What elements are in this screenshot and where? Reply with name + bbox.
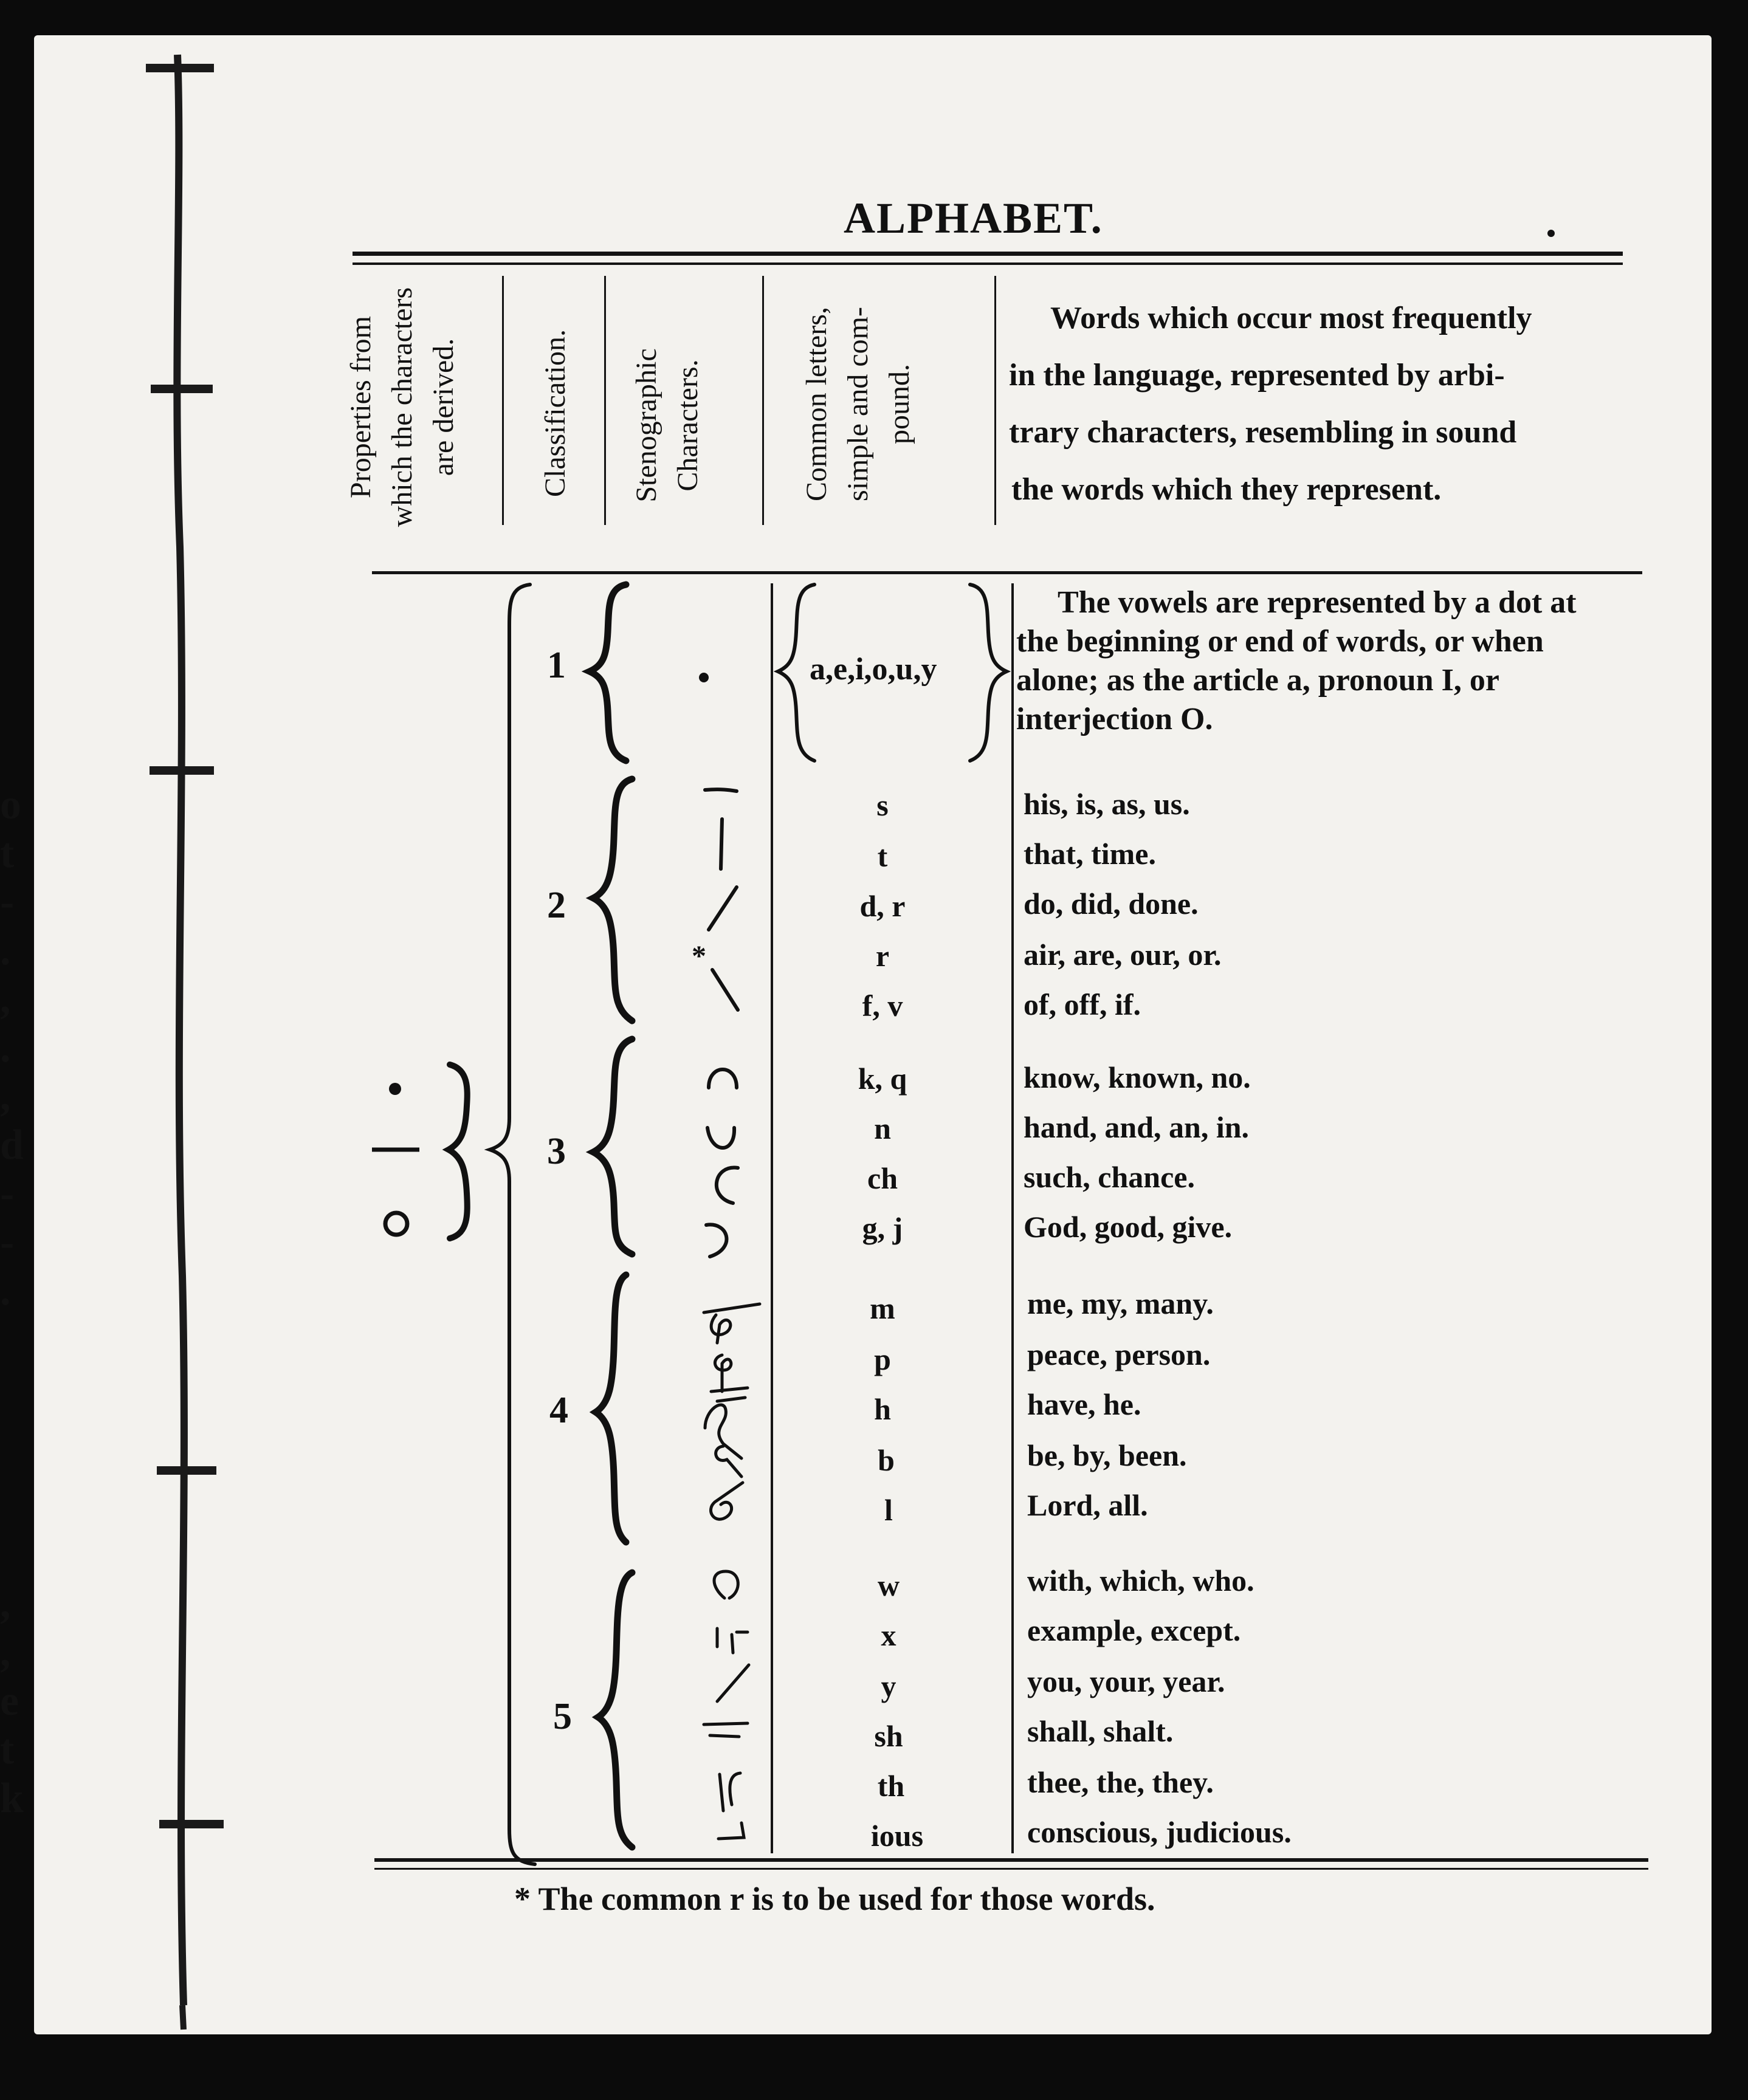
letter-cell: ch xyxy=(867,1161,898,1195)
bottom-rule-thin xyxy=(374,1868,1648,1870)
header-classification: Classification. xyxy=(539,329,571,497)
words-cell: hand, and, an, in. xyxy=(1024,1110,1250,1144)
page-title: ALPHABET. xyxy=(844,194,1103,242)
words-cell: with, which, who. xyxy=(1027,1563,1254,1597)
letter-cell: d, r xyxy=(859,889,906,923)
letter-cell: w xyxy=(877,1568,900,1602)
header-words-line: trary characters, resembling in sound xyxy=(1009,415,1517,450)
letter-cell: ious xyxy=(870,1819,924,1853)
margin-fragment: , xyxy=(0,1073,11,1120)
words-cell: shall, shalt. xyxy=(1027,1714,1174,1748)
header-words-line: Words which occur most frequently xyxy=(1050,301,1532,335)
group-number: 2 xyxy=(547,885,566,926)
margin-fragment: - xyxy=(0,1170,15,1217)
letter-cell: g, j xyxy=(862,1211,903,1245)
margin-fragment: , xyxy=(0,1629,11,1676)
vowel-letters: a,e,i,o,u,y xyxy=(810,652,937,687)
letter-cell: sh xyxy=(874,1719,903,1753)
letter-cell: l xyxy=(884,1493,893,1527)
steno-asterisk: * xyxy=(692,940,706,972)
margin-fragment: - xyxy=(0,879,15,925)
group-number: 4 xyxy=(549,1390,568,1431)
words-cell: example, except. xyxy=(1027,1613,1241,1647)
margin-fragment: , xyxy=(0,976,11,1023)
letter-cell: r xyxy=(875,939,890,973)
words-cell: God, good, give. xyxy=(1024,1210,1233,1244)
letter-cell: m xyxy=(870,1291,895,1325)
words-cell: you, your, year. xyxy=(1027,1664,1225,1698)
letter-cell: x xyxy=(881,1618,896,1652)
letter-cell: th xyxy=(877,1769,905,1803)
vowel-desc-line: The vowels are represented by a dot at xyxy=(1058,585,1577,620)
footnote: * The common r is to be used for those words. xyxy=(514,1881,1155,1917)
margin-fragment: e xyxy=(0,1678,19,1724)
words-cell: me, my, many. xyxy=(1027,1286,1214,1320)
margin-fragment: k xyxy=(0,1775,24,1822)
margin-fragment: - xyxy=(0,1219,15,1266)
margin-fragment: t xyxy=(0,830,15,877)
vowel-desc-line: alone; as the article a, pronoun I, or xyxy=(1016,663,1499,698)
words-cell: do, did, done. xyxy=(1024,887,1199,921)
bottom-rule xyxy=(374,1858,1648,1862)
letter-cell: p xyxy=(874,1342,891,1376)
letter-cell: k, q xyxy=(858,1062,907,1096)
words-cell: thee, the, they. xyxy=(1027,1765,1214,1799)
group-number: 5 xyxy=(553,1696,572,1737)
words-cell: of, off, if. xyxy=(1024,987,1141,1021)
margin-fragment: d xyxy=(0,1122,24,1168)
margin-fragment: , xyxy=(0,1580,11,1627)
words-cell: air, are, our, or. xyxy=(1024,938,1222,972)
margin-fragment: t xyxy=(0,1726,15,1773)
words-cell: have, he. xyxy=(1027,1387,1141,1421)
header-properties: Properties from which the characters are derived. xyxy=(345,287,459,527)
letter-cell: f, v xyxy=(862,989,903,1023)
letter-cell: n xyxy=(874,1111,891,1145)
letter-cell: t xyxy=(877,839,888,873)
margin-fragment: o xyxy=(0,781,21,828)
words-cell: know, known, no. xyxy=(1024,1060,1251,1094)
group-number: 3 xyxy=(547,1131,566,1172)
words-cell: Lord, all. xyxy=(1027,1488,1148,1522)
words-cell: such, chance. xyxy=(1024,1160,1195,1194)
words-cell: his, is, as, us. xyxy=(1024,787,1190,821)
margin-fragment: . xyxy=(0,1268,11,1314)
header-steno: Stenographic Characters. xyxy=(630,348,704,503)
letter-cell: y xyxy=(881,1669,896,1703)
vowel-desc-line: the beginning or end of words, or when xyxy=(1016,624,1544,659)
letter-cell: h xyxy=(874,1392,891,1426)
vowel-desc-line: interjection O. xyxy=(1016,702,1213,736)
margin-fragment: . xyxy=(0,927,11,974)
letter-cell: s xyxy=(876,788,889,822)
group-number: 1 xyxy=(547,645,566,686)
words-cell: peace, person. xyxy=(1027,1337,1211,1371)
words-cell: be, by, been. xyxy=(1027,1438,1187,1472)
header-common-letters: Common letters, simple and com- pound. xyxy=(800,307,915,501)
words-cell: that, time. xyxy=(1024,837,1156,871)
letter-cell: b xyxy=(878,1443,895,1477)
margin-fragment: . xyxy=(0,1024,11,1071)
header-words-line: in the language, represented by arbi- xyxy=(1009,358,1505,393)
header-words-line: the words which they represent. xyxy=(1011,472,1442,507)
words-cell: conscious, judicious. xyxy=(1027,1815,1292,1849)
